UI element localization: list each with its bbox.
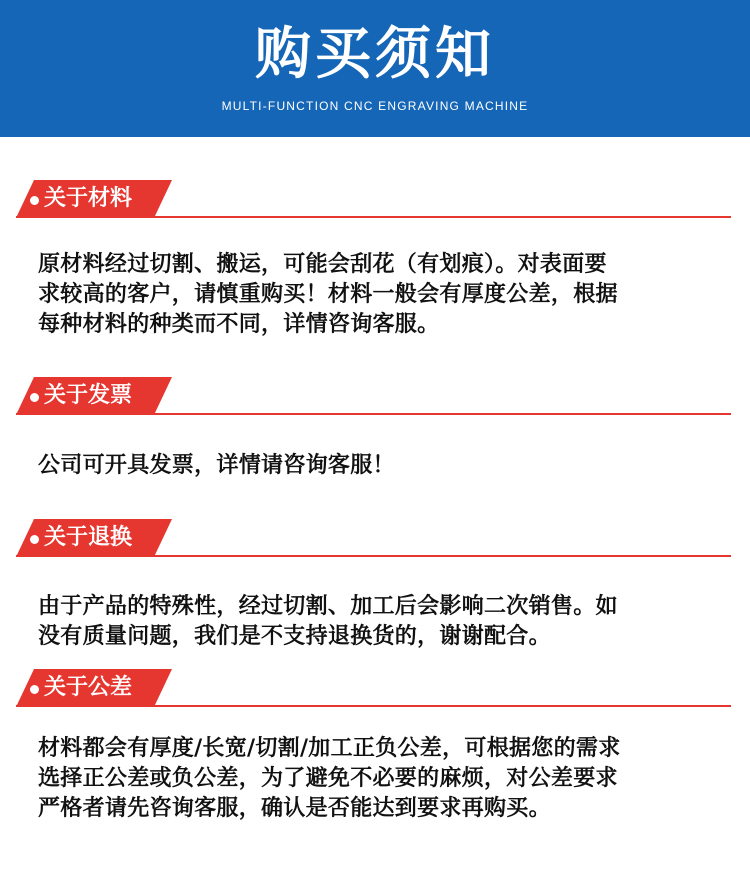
- body-line: 由于产品的特殊性，经过切割、加工后会影响二次销售。如: [38, 594, 618, 619]
- section-body: [38, 592, 718, 652]
- body-line: 求较高的客户，请慎重购买！材料一般会有厚度公差，根据: [38, 282, 618, 307]
- body-line: 没有质量问题，我们是不支持退换货的，谢谢配合。: [38, 624, 551, 649]
- section-tag: [16, 377, 172, 415]
- section-tag: [16, 669, 172, 707]
- section-divider: [16, 705, 731, 707]
- page-subtitle: MULTI-FUNCTION CNC ENGRAVING MACHINE: [221, 99, 529, 113]
- section-tag: [16, 519, 172, 557]
- section-title: 关于发票: [44, 383, 133, 408]
- body-line: 材料都会有厚度/长宽/切割/加工正负公差，可根据您的需求: [38, 736, 621, 761]
- section-divider: [16, 555, 731, 557]
- body-line: 严格者请先咨询客服，确认是否能达到要求再购买。: [38, 796, 551, 821]
- section-title: 关于公差: [44, 675, 133, 700]
- bullet-dot-icon: [30, 196, 39, 205]
- section-body: [38, 451, 718, 481]
- section-divider: [16, 413, 731, 415]
- bullet-dot-icon: [30, 393, 39, 402]
- bullet-dot-icon: [30, 535, 39, 544]
- header-banner: [0, 0, 750, 137]
- body-line: 公司可开具发票，详情请咨询客服！: [38, 453, 395, 478]
- bullet-dot-icon: [30, 685, 39, 694]
- section-body: [38, 250, 718, 340]
- section-tag: [16, 180, 172, 218]
- section-body: [38, 734, 718, 824]
- section-title: 关于材料: [44, 186, 133, 211]
- section-divider: [16, 216, 731, 218]
- body-line: 选择正公差或负公差，为了避免不必要的麻烦，对公差要求: [38, 766, 618, 791]
- body-line: 原材料经过切割、搬运，可能会刮花（有划痕）。对表面要: [38, 252, 607, 277]
- page-title: 购买须知: [255, 22, 495, 87]
- section-title: 关于退换: [44, 525, 133, 550]
- body-line: 每种材料的种类而不同，详情咨询客服。: [38, 312, 440, 337]
